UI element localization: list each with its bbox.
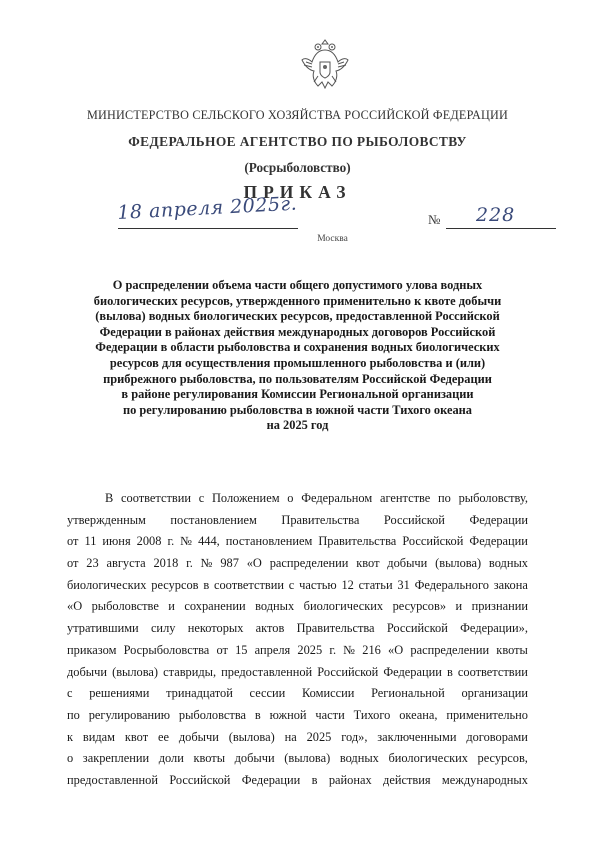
body-word: соответствии: [121, 491, 192, 505]
body-word: в: [311, 772, 318, 787]
body-line: [67, 727, 528, 749]
body-word: с: [67, 686, 73, 701]
body-word: Региональной: [371, 686, 445, 701]
body-word: от: [216, 642, 228, 657]
body-word: августа: [106, 556, 146, 571]
body-word: действия: [383, 772, 431, 787]
body-word: тринадцатой: [166, 686, 233, 701]
body-word: силу: [150, 621, 176, 636]
body-word: южной: [269, 707, 307, 722]
body-word: Федерации»,: [460, 621, 528, 636]
body-word: 2018: [153, 556, 179, 571]
body-word: биологических: [303, 599, 384, 614]
body-word: водных: [255, 599, 295, 614]
body-word: доли: [158, 751, 184, 766]
body-word: 12: [341, 577, 354, 592]
body-word: Федерации: [469, 512, 528, 527]
document-title: [70, 278, 525, 434]
body-word: ресурсов,: [477, 751, 528, 766]
body-word: предоставленной: [221, 664, 313, 679]
body-word: сессии: [249, 686, 286, 701]
body-word: 31: [397, 577, 410, 592]
body-word: постановлением: [225, 534, 313, 549]
body-word: №: [343, 642, 356, 657]
number-underline: [446, 228, 556, 229]
body-word: Тихого: [353, 707, 391, 722]
title-line: на 2025 год: [266, 418, 329, 433]
body-word: применительно: [446, 707, 528, 722]
body-word: квоты: [193, 751, 226, 766]
body-word: г.: [186, 556, 193, 571]
body-word: «О: [67, 599, 83, 614]
body-word: рыболовстве: [91, 599, 159, 614]
body-line: [67, 770, 528, 792]
body-word: Российской: [169, 772, 231, 787]
handwritten-number: 228: [476, 204, 516, 226]
body-word: решениями: [89, 686, 150, 701]
body-word: статьи: [358, 577, 393, 592]
body-word: Федерации: [383, 664, 442, 679]
body-line: [67, 488, 528, 510]
body-word: от: [67, 534, 79, 549]
body-word: международных: [441, 772, 528, 787]
city-label: Москва: [317, 234, 348, 244]
body-word: «О: [246, 556, 262, 571]
body-line: [67, 531, 528, 553]
body-word: соответствии: [213, 577, 284, 592]
body-word: части: [315, 707, 345, 722]
body-word: актов: [255, 621, 285, 636]
number-sign: №: [428, 212, 441, 227]
body-line: [67, 705, 528, 727]
body-line: [67, 662, 528, 684]
body-word: и: [455, 599, 463, 614]
body-word: ресурсов: [151, 577, 199, 592]
body-word: некоторых: [187, 621, 244, 636]
body-word: в: [254, 707, 261, 722]
body-word: №: [180, 534, 193, 549]
body-word: биологических: [67, 577, 147, 592]
body-line: [67, 553, 528, 575]
body-word: распределении: [410, 642, 490, 657]
body-word: закреплении: [82, 751, 150, 766]
body-word: сохранении: [184, 599, 246, 614]
body-line: [67, 748, 528, 770]
agency-name: ФЕДЕРАЛЬНОЕ АГЕНТСТВО ПО РЫБОЛОВСТВУ: [128, 134, 467, 149]
body-word: добычи: [178, 729, 219, 744]
body-word: организации: [461, 686, 528, 701]
body-word: предоставленной: [67, 772, 158, 787]
title-line: Федерации в области рыболовства и сохранения водных биологических: [95, 340, 500, 355]
body-word: в: [203, 577, 210, 592]
title-line: в районе регулирования Комиссии Региональной организации: [121, 387, 474, 402]
body-line: [67, 575, 528, 597]
body-word: ставриды,: [163, 664, 217, 679]
body-word: 11: [84, 534, 97, 549]
body-word: утвержденным: [67, 512, 146, 527]
body-word: Федеральном: [301, 491, 373, 505]
title-line: О распределении объема части общего допустимого улова водных: [112, 278, 483, 292]
body-word: районах: [328, 772, 372, 787]
body-word: на: [284, 729, 297, 744]
title-line: ресурсов для осуществления промышленного рыболовства и (или): [109, 355, 486, 370]
body-word: заключенными: [377, 729, 457, 744]
handwritten-date: 18 апреля 2025г.: [116, 192, 298, 224]
body-word: частью: [299, 577, 337, 592]
body-word: к: [67, 729, 74, 744]
body-word: год»,: [341, 729, 368, 744]
body-line: [67, 683, 528, 705]
body-word: 2025: [297, 642, 323, 657]
body-word: 216: [362, 642, 381, 657]
body-word: июня: [102, 534, 131, 549]
body-word: «О: [388, 642, 404, 657]
body-word: (вылова): [228, 729, 275, 744]
body-word: закона: [493, 577, 528, 592]
body-word: квоты: [496, 642, 528, 657]
body-word: Положением: [211, 491, 280, 505]
body-word: 444,: [198, 534, 220, 549]
body-word: №: [200, 556, 213, 571]
title-line: (вылова) водных биологических ресурсов, предоставленной Российской: [95, 309, 500, 324]
body-word: видам: [82, 729, 116, 744]
body-word: г.: [329, 642, 337, 657]
body-word: Российской: [383, 512, 445, 527]
coat-of-arms-emblem: [300, 36, 350, 92]
body-word: водных: [339, 751, 379, 766]
body-word: добычи: [387, 556, 428, 571]
body-word: 15: [235, 642, 248, 657]
body-word: Федерации: [241, 772, 301, 787]
body-word: рыболовства: [178, 707, 247, 722]
body-word: о: [287, 491, 294, 505]
agency-short-name: (Росрыболовство): [244, 160, 351, 175]
body-word: о: [67, 751, 74, 766]
body-word: постановлением: [170, 512, 257, 527]
body-word: Комиссии: [302, 686, 355, 701]
body-line: [67, 510, 528, 532]
body-word: океана,: [399, 707, 438, 722]
body-word: договорами: [466, 729, 528, 744]
document-type: ПРИКАЗ: [243, 182, 352, 202]
body-word: распределении: [269, 556, 349, 571]
body-word: приказом: [67, 642, 117, 657]
body-word: и: [168, 599, 175, 614]
body-word: водных: [488, 556, 528, 571]
ministry-name: МИНИСТЕРСТВО СЕЛЬСКОГО ХОЗЯЙСТВА РОССИЙСКОЙ ФЕДЕРАЦИИ: [87, 108, 508, 122]
body-word: Российской: [386, 621, 448, 636]
body-word: с: [198, 491, 205, 505]
document-body: [67, 488, 528, 792]
body-word: биологических: [388, 751, 468, 766]
body-word: ресурсов»: [392, 599, 447, 614]
body-word: в: [446, 664, 453, 679]
title-line: по регулированию рыболовства в южной части Тихого океана: [122, 402, 472, 417]
body-word: добычи: [67, 664, 107, 679]
body-word: г.: [167, 534, 175, 549]
body-word: по: [438, 491, 451, 505]
body-word: ее: [157, 729, 169, 744]
body-word: добычи: [234, 751, 275, 766]
body-word: утратившими: [67, 621, 139, 636]
body-word: (вылова): [435, 556, 482, 571]
title-line: прибрежного рыболовства, по пользователям Российской Федерации: [103, 371, 492, 386]
body-word: агентстве: [379, 491, 431, 505]
body-word: соответствии: [457, 664, 528, 679]
body-word: Правительства: [296, 621, 375, 636]
body-word: апреля: [254, 642, 291, 657]
body-word: от: [67, 556, 79, 571]
body-word: Правительства: [281, 512, 360, 527]
body-word: квот: [356, 556, 380, 571]
body-line: [67, 618, 528, 640]
body-word: 987: [220, 556, 239, 571]
body-word: (вылова): [284, 751, 331, 766]
body-word: с: [288, 577, 295, 592]
body-word: 2025: [306, 729, 332, 744]
body-word: 2008: [136, 534, 162, 549]
body-word: В: [105, 491, 114, 505]
body-line: [67, 640, 528, 662]
body-word: Российской: [317, 664, 379, 679]
body-line: [67, 596, 528, 618]
body-word: Федерации: [469, 534, 528, 549]
body-word: Правительства: [318, 534, 397, 549]
body-word: Росрыболовства: [123, 642, 210, 657]
body-word: квот: [124, 729, 149, 744]
title-line: Федерации в районах действия международных договоров Российской: [99, 324, 496, 339]
body-word: 23: [86, 556, 99, 571]
date-underline: [118, 228, 298, 229]
title-line: биологических ресурсов, утвержденного применительно к квоте добычи: [93, 293, 502, 308]
body-word: рыболовству,: [458, 491, 528, 505]
body-word: Федерального: [414, 577, 489, 592]
body-word: по: [67, 707, 80, 722]
body-word: признании: [471, 599, 528, 614]
body-word: (вылова): [112, 664, 159, 679]
body-word: регулированию: [88, 707, 171, 722]
body-word: Российской: [402, 534, 464, 549]
